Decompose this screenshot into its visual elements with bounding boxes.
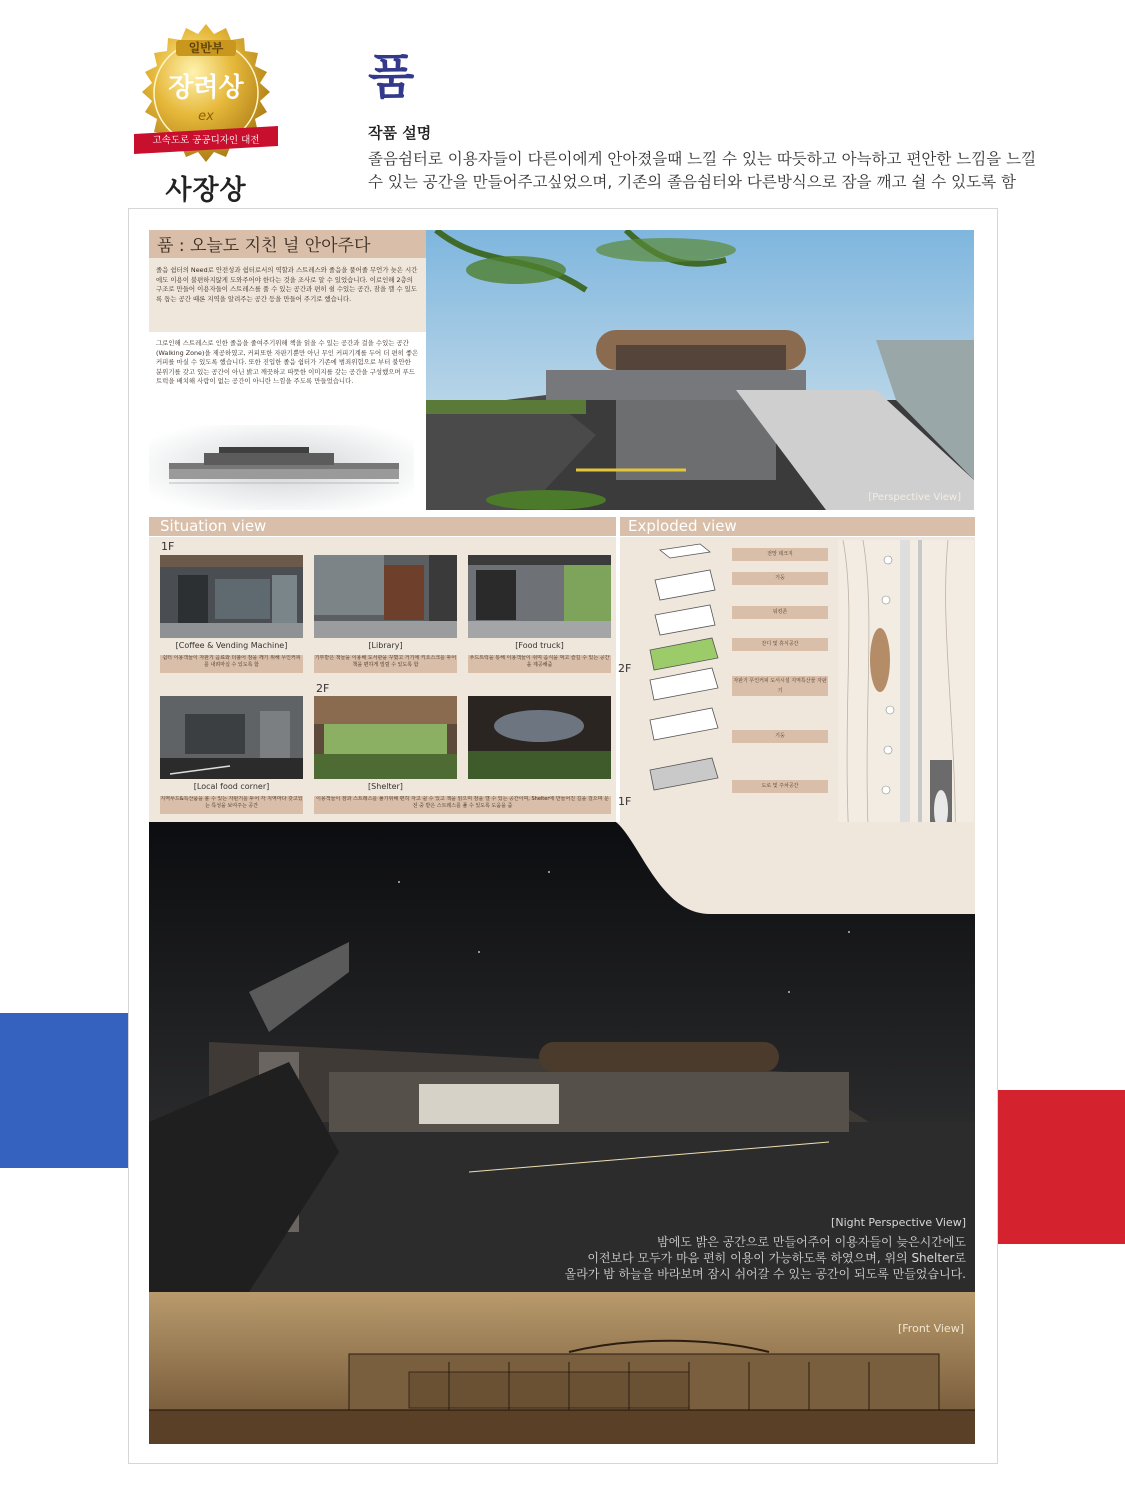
exploded-floor-2f: 2F (618, 662, 632, 675)
intro-paragraph-1: 졸음 쉼터의 Need로 안전성과 쉼터로서의 역할과 스트레스와 졸음을 풀어줄 무언가 늦은 시간에도 이용이 불편하지않게 도와주어야 한다는 것을 조사로 알 수 있었습니다. 이로인해 2층의 구조로 만들어 이용자들이 스트레스를 풀 수 있는 공간과 편히 쉴 수있는 공간, 잠을 깰 수 있도록 돕는 공간 때론 지역을 알려주는 공간 등을 만들어 주기로 했습니다. (156, 266, 418, 303)
blue-side-bar (0, 1013, 128, 1168)
description-heading: 작품 설명 (368, 124, 432, 142)
thumb-caption: [Coffee & Vending Machine] (175, 641, 288, 650)
night-text-line: 올라가 밤 하늘을 바라보며 잠시 쉬어갈 수 있는 공간이 되도록 만들었습니다. (564, 1267, 966, 1281)
award-rank: 사장상 (165, 175, 247, 206)
thumb-note: 푸드트럭을 통해 이용객들이 쉬며 음식을 먹고 즐길 수 있는 공간을 제공해줌 (468, 655, 611, 673)
exploded-tag: 기둥 (732, 730, 828, 743)
thumb-caption: [Local food corner] (193, 782, 270, 791)
shelter-night-image (468, 696, 611, 779)
red-side-bar (998, 1090, 1125, 1244)
local-food-image (160, 696, 303, 779)
description-line: 수 있는 공간을 만들어주고싶었으며, 기존의 졸음쉼터와 다른방식으로 잠을 깨고 쉴 수 있도록 함 (368, 173, 1017, 191)
panel-heading: 품 : 오늘도 지친 널 안아주다 (157, 236, 371, 256)
award-seal-icon (132, 22, 280, 170)
night-text-line: 밤에도 밝은 공간으로 만들어주어 이용자들이 늦은시간에도 (657, 1235, 966, 1249)
exploded-title: Exploded view (628, 517, 737, 535)
thumb-caption: [Food truck] (515, 641, 564, 650)
exploded-tag: 잔디 및 휴식공간 (732, 638, 828, 651)
award-category: 일반부 (188, 41, 224, 55)
floor-label-1f: 1F (161, 540, 175, 553)
site-sketch-image (149, 425, 414, 510)
night-caption: [Night Perspective View] (831, 1216, 966, 1229)
coffee-vending-image (160, 555, 303, 638)
situation-title: Situation view (160, 517, 267, 535)
award-prize: 장려상 (168, 73, 244, 103)
thumb-note: 쉼터 이용객들이 자판기 음료와 더불어 잠을 깨기 위해 무인커피를 내려마실 수 있도록 함 (160, 655, 303, 673)
food-truck-image (468, 555, 611, 638)
thumb-note: 기부받은 책들을 이용해 도서관을 꾸몄고 거기에 키오스크를 두어 책을 편하게 빌릴 수 있도록 함 (314, 655, 457, 673)
floor-label-2f: 2F (316, 682, 330, 695)
thumb-note: 지역푸드&특산품을 볼 수 있는 자판기를 두어 각 지역마다 갖고있는 특성을 보여주는 공간 (160, 796, 303, 814)
exploded-floor-1f: 1F (618, 795, 632, 808)
intro-box-2 (149, 333, 426, 418)
exploded-tag: 기둥 (732, 572, 828, 585)
curve-divider (600, 822, 975, 917)
front-view-image (149, 1292, 975, 1444)
thumb-caption: [Shelter] (368, 782, 403, 791)
shelter-image (314, 696, 457, 779)
front-caption: [Front View] (897, 1322, 964, 1335)
page-title: 품 (368, 49, 415, 105)
description-line: 졸음쉼터로 이용자들이 다른이에게 안아졌을때 느낄 수 있는 따듯하고 아늑하고 편안한 느낌을 느낄 (368, 150, 1037, 168)
night-text-line: 이전보다 모두가 마음 편히 이용이 가능하도록 하였으며, 위의 Shelter로 (587, 1251, 966, 1265)
exploded-tag: 워킹존 (732, 606, 828, 619)
thumb-caption: [Library] (368, 641, 403, 650)
exploded-tag: 자판기 무인커피 도서시설 지역특산물 자판기 (733, 678, 827, 694)
exploded-tag: 도로 및 주차공간 (732, 780, 828, 793)
exploded-diagram (640, 540, 730, 810)
award-ribbon: 고속도로 공공디자인 대전 (152, 135, 260, 146)
exploded-tag: 전망 데크지 (732, 548, 828, 561)
award-logo: ex (198, 109, 214, 124)
thumb-note: 이용객들이 잠과 스트레스를 풀기위해 편히 자고 쉴 수 있고 책을 읽으며 잠을 깰 수 있는 공간이며, Shelter에 만들어진 길을 걸으며 운전 중 받은 스트레스를 풀 수 있도록 도움을 줌 (314, 796, 611, 814)
intro-box (149, 258, 426, 332)
intro-paragraph-2: 그로인해 스트레스로 인한 졸음을 줄여주기위해 책을 읽을 수 있는 공간과 걸을 수있는 공간(Walking Zone)을 제공하였고, 커피또한 자판기뿐만 아닌 무인 커피기계를 두어 더 편히 좋은 커피를 마실 수 있도록 했습니다. 또한 진입한 졸음 쉼터가 기존에 범죄위험으로 부터 불안한 분위기를 갖고 있는 공간이 아닌 밝고 깨끗하고 따뜻한 이미지를 갖는 공간을 구성했으며 푸드트럭을 배치해 사람이 없는 공간이 아니란 느낌을 주도록 만들었습니다. (156, 339, 419, 386)
library-image (314, 555, 457, 638)
perspective-caption: [Perspective View] (868, 492, 961, 503)
perspective-view-image (426, 230, 974, 510)
